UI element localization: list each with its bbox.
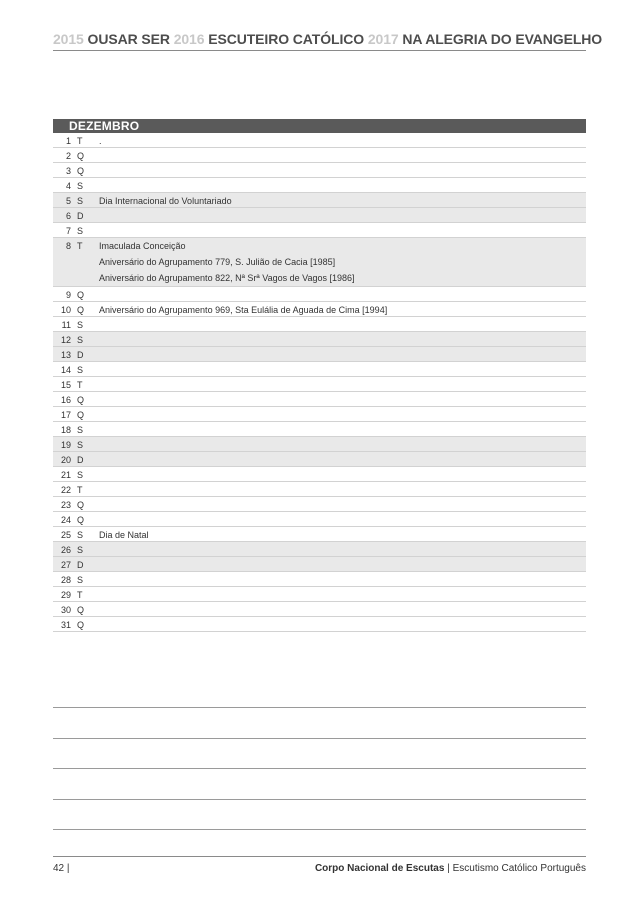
event-text (99, 350, 586, 361)
weekday-letter: Q (77, 410, 85, 420)
calendar-day-row (53, 587, 586, 602)
header-phrase-1: OUSAR SER (87, 31, 170, 47)
weekday-letter: S (77, 530, 84, 540)
day-events (89, 332, 586, 346)
day-number: 5 (65, 196, 71, 206)
day-number: 11 (61, 320, 71, 330)
day-events (89, 317, 586, 331)
day-number: 28 (60, 575, 71, 585)
event-text (99, 226, 586, 237)
event-text (99, 470, 586, 481)
calendar-day-row (53, 512, 586, 527)
weekday-letter: Q (77, 620, 85, 630)
day-events (89, 302, 586, 316)
calendar-day-row (53, 467, 586, 482)
page-number: 42 | (53, 863, 70, 874)
weekday-letter: Q (77, 290, 85, 300)
day-events (89, 557, 586, 571)
calendar-day-row (53, 452, 586, 467)
calendar-rows (53, 133, 586, 632)
calendar-day-row (53, 317, 586, 332)
event-text (99, 181, 586, 192)
day-events (89, 133, 586, 147)
weekday-letter: S (77, 440, 84, 450)
calendar-day-row (53, 347, 586, 362)
footer-divider (53, 856, 586, 857)
day-events (89, 178, 586, 192)
page-header (53, 30, 603, 48)
day-number: 8 (65, 241, 71, 251)
day-number: 25 (60, 530, 71, 540)
day-events (89, 452, 586, 466)
event-text (99, 500, 586, 511)
weekday-letter: Q (77, 151, 85, 161)
day-events (89, 512, 586, 526)
weekday-letter: D (77, 560, 84, 570)
weekday-letter: T (77, 241, 83, 251)
day-events (89, 223, 586, 237)
day-number: 12 (60, 335, 71, 345)
event-text: Dia Internacional do Voluntariado (99, 196, 232, 206)
calendar-day-row (53, 557, 586, 572)
calendar-day-row (53, 148, 586, 163)
note-line (53, 707, 586, 708)
day-events (89, 467, 586, 481)
weekday-letter: S (77, 320, 84, 330)
day-events (89, 587, 586, 601)
event-text (99, 320, 586, 331)
day-events (89, 163, 586, 177)
day-events (89, 482, 586, 496)
day-number: 19 (60, 440, 71, 450)
month-title: DEZEMBRO (53, 119, 586, 133)
day-events (89, 392, 586, 406)
event-text (99, 211, 586, 222)
event-text: Dia de Natal (99, 530, 149, 540)
calendar-day-row (53, 407, 586, 422)
event-text (99, 560, 586, 571)
calendar-day-row (53, 602, 586, 617)
footer-tagline: Escutismo Católico Português (452, 863, 586, 874)
note-line (53, 738, 586, 739)
day-number: 9 (65, 290, 71, 300)
note-line (53, 768, 586, 769)
day-number: 17 (60, 410, 71, 420)
day-events (89, 208, 586, 222)
day-number: 4 (65, 181, 71, 191)
event-text: Aniversário do Agrupamento 822, Nª Srª Vagos de Vagos [1986] (99, 273, 355, 283)
weekday-letter: Q (77, 500, 85, 510)
day-number: 14 (60, 365, 71, 375)
weekday-letter: T (77, 136, 83, 146)
calendar-day-row (53, 377, 586, 392)
day-events (89, 617, 586, 631)
calendar-day-row (53, 302, 586, 317)
day-number: 30 (60, 605, 71, 615)
calendar-day-row (53, 208, 586, 223)
calendar-day-row (53, 287, 586, 302)
calendar-day-row (53, 238, 586, 287)
day-events (89, 347, 586, 361)
day-events (89, 148, 586, 162)
event-text (99, 455, 586, 466)
day-number: 18 (60, 425, 71, 435)
header-phrase-3: NA ALEGRIA DO EVANGELHO (402, 31, 603, 47)
weekday-letter: T (77, 380, 83, 390)
calendar-day-row (53, 133, 586, 148)
calendar-day-row (53, 497, 586, 512)
event-text (99, 605, 586, 616)
day-events (89, 542, 586, 556)
day-number: 7 (65, 226, 71, 236)
weekday-letter: T (77, 485, 83, 495)
calendar-day-row (53, 163, 586, 178)
weekday-letter: S (77, 470, 84, 480)
calendar-day-row (53, 422, 586, 437)
day-events (89, 238, 586, 286)
event-text: Aniversário do Agrupamento 779, S. Julião de Cacia [1985] (99, 257, 336, 267)
day-events (89, 602, 586, 616)
weekday-letter: S (77, 425, 84, 435)
calendar-table (53, 119, 586, 632)
day-number: 1 (65, 136, 71, 146)
day-number: 6 (65, 211, 71, 221)
weekday-letter: S (77, 226, 84, 236)
calendar-day-row (53, 332, 586, 347)
day-number: 10 (60, 305, 71, 315)
calendar-day-row (53, 362, 586, 377)
calendar-day-row (53, 482, 586, 497)
weekday-letter: Q (77, 605, 85, 615)
calendar-day-row (53, 223, 586, 238)
day-number: 22 (60, 485, 71, 495)
day-events (89, 422, 586, 436)
weekday-letter: S (77, 575, 84, 585)
event-text (99, 380, 586, 391)
calendar-day-row (53, 572, 586, 587)
event-text (99, 440, 586, 451)
note-line (53, 799, 586, 800)
weekday-letter: D (77, 455, 84, 465)
day-number: 15 (60, 380, 71, 390)
event-text (99, 166, 586, 177)
weekday-letter: S (77, 335, 84, 345)
calendar-day-row (53, 193, 586, 208)
event-text (99, 545, 586, 556)
calendar-day-row (53, 617, 586, 632)
day-events (89, 377, 586, 391)
footer-separator: | (447, 863, 450, 874)
weekday-letter: D (77, 211, 84, 221)
header-phrase-2: ESCUTEIRO CATÓLICO (208, 31, 365, 47)
year-2015: 2015 (53, 31, 84, 47)
weekday-letter: S (77, 196, 84, 206)
weekday-letter: Q (77, 166, 85, 176)
weekday-letter: T (77, 590, 83, 600)
event-text (99, 151, 586, 162)
event-text (99, 410, 586, 421)
weekday-letter: Q (77, 515, 85, 525)
calendar-day-row (53, 392, 586, 407)
event-text (99, 515, 586, 526)
day-events (89, 437, 586, 451)
day-number: 29 (60, 590, 71, 600)
day-number: 26 (60, 545, 71, 555)
calendar-day-row (53, 527, 586, 542)
day-number: 24 (60, 515, 71, 525)
year-2017: 2017 (367, 31, 399, 47)
weekday-letter: S (77, 545, 84, 555)
event-text (99, 425, 586, 436)
event-text (99, 365, 586, 376)
event-text (99, 575, 586, 586)
calendar-day-row (53, 542, 586, 557)
weekday-letter: Q (77, 305, 85, 315)
day-number: 23 (60, 500, 71, 510)
footer-credit (315, 863, 586, 874)
weekday-letter: S (77, 181, 84, 191)
day-number: 2 (65, 151, 71, 161)
day-events (89, 193, 586, 207)
weekday-letter: D (77, 350, 84, 360)
note-line (53, 829, 586, 830)
day-events (89, 287, 586, 301)
day-events (89, 572, 586, 586)
day-events (89, 407, 586, 421)
event-text: Aniversário do Agrupamento 969, Sta Eulália de Aguada de Cima [1994] (99, 305, 388, 315)
event-text (99, 290, 586, 301)
weekday-letter: S (77, 365, 84, 375)
year-2016: 2016 (173, 31, 205, 47)
day-events (89, 497, 586, 511)
day-number: 27 (60, 560, 71, 570)
weekday-letter: Q (77, 395, 85, 405)
event-text (99, 620, 586, 631)
event-text: . (99, 136, 102, 146)
event-text (99, 485, 586, 496)
day-events (89, 527, 586, 541)
day-number: 21 (60, 470, 71, 480)
day-number: 13 (60, 350, 71, 360)
header-divider (53, 50, 586, 51)
day-number: 31 (60, 620, 71, 630)
day-events (89, 362, 586, 376)
day-number: 16 (60, 395, 71, 405)
event-text: Imaculada Conceição (99, 241, 186, 251)
calendar-day-row (53, 178, 586, 193)
event-text (99, 590, 586, 601)
calendar-day-row (53, 437, 586, 452)
day-number: 20 (60, 455, 71, 465)
event-text (99, 395, 586, 406)
event-text (99, 335, 586, 346)
day-number: 3 (65, 166, 71, 176)
footer-organization: Corpo Nacional de Escutas (314, 863, 445, 874)
